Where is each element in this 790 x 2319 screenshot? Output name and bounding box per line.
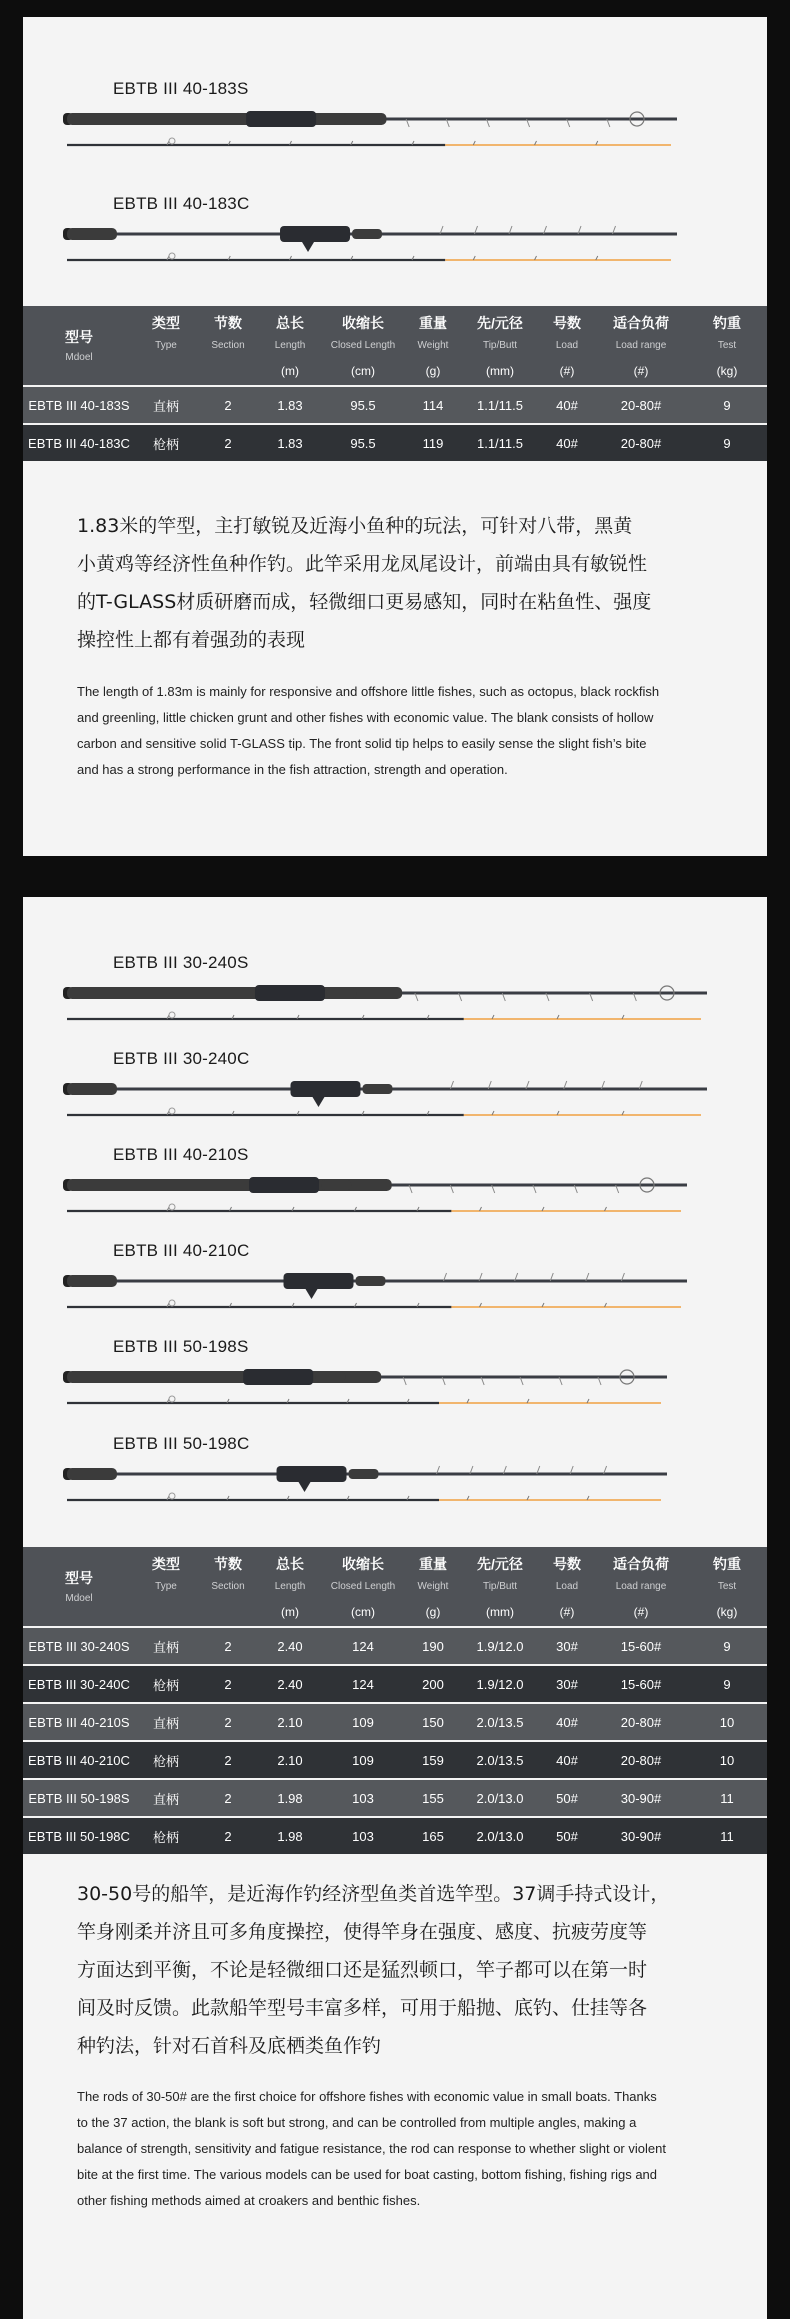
- table-cell: 200: [405, 1665, 461, 1703]
- table-cell: 9: [687, 386, 767, 424]
- column-header-zh: 号数: [553, 1556, 581, 1572]
- column-header-en: Closed Length: [330, 1581, 396, 1592]
- desc-zh-line: 方面达到平衡，不论是轻微细口还是猛烈顿口，竿子都可以在第一时: [77, 1959, 648, 1981]
- product-panel-1: [23, 17, 767, 856]
- table-cell: 2.0/13.0: [461, 1817, 539, 1854]
- column-header: [135, 1547, 197, 1627]
- table-cell: 40#: [539, 424, 595, 461]
- table-cell: 103: [321, 1817, 405, 1854]
- desc-zh-line: 间及时反馈。此款船竿型号丰富多样，可用于船抛、底钓、仕挂等各: [77, 1997, 648, 2019]
- rod-item: [23, 194, 767, 284]
- column-header-en: Load range: [615, 340, 667, 351]
- column-header: [461, 306, 539, 386]
- column-header-unit: (kg): [716, 364, 738, 378]
- desc-en-line: bite at the first time. The various models can be used for boat casting, bottom fishing, fishing rigs and: [77, 2167, 658, 2182]
- column-header-en: Test: [717, 340, 737, 351]
- column-header-en: Test: [717, 1581, 737, 1592]
- table-cell: 95.5: [321, 386, 405, 424]
- table-cell: 9: [687, 1627, 767, 1665]
- column-header: [197, 1547, 259, 1627]
- table-cell: 2.10: [259, 1741, 321, 1779]
- desc-en-line: to the 37 action, the blank is soft but strong, and can be controlled from multiple angles, making a: [77, 2115, 637, 2130]
- table-cell: 11: [687, 1817, 767, 1854]
- column-header: [595, 306, 687, 386]
- rod-item: [23, 1145, 767, 1235]
- rod-illustration: [23, 977, 767, 1037]
- table-cell: 1.83: [259, 386, 321, 424]
- column-header-unit: (mm): [486, 1605, 514, 1619]
- column-header-zh: 重量: [419, 315, 447, 331]
- column-header-zh: 收缩长: [342, 315, 384, 331]
- column-header-zh: 型号: [65, 329, 93, 345]
- rod-model-label: EBTB III 50-198C: [113, 1434, 250, 1453]
- column-header: [595, 1547, 687, 1627]
- column-header-zh: 适合负荷: [613, 1556, 669, 1572]
- column-header: [135, 306, 197, 386]
- table-cell: 直柄: [135, 1779, 197, 1817]
- desc-en-line: and has a strong performance in the fish attraction, strength and operation.: [77, 762, 508, 777]
- table-cell: EBTB III 40-210C: [23, 1741, 135, 1779]
- column-header-zh: 钓重: [713, 1556, 741, 1572]
- rod-illustration: [23, 1265, 767, 1325]
- column-header-en: Tip/Butt: [482, 340, 518, 351]
- rod-item: [23, 953, 767, 1043]
- rod-model-label: EBTB III 40-183C: [113, 194, 250, 213]
- table-cell: 2.40: [259, 1627, 321, 1665]
- table-cell: 1.98: [259, 1779, 321, 1817]
- rod-illustration: [23, 218, 767, 278]
- column-header: [23, 1547, 135, 1627]
- column-header: [687, 306, 767, 386]
- table-row: [23, 1665, 767, 1703]
- table-cell: 2: [197, 386, 259, 424]
- column-header: [259, 306, 321, 386]
- column-header-en: Section: [211, 1581, 245, 1592]
- column-header-unit: (cm): [351, 1605, 375, 1619]
- column-header-unit: (g): [425, 1605, 441, 1619]
- table-cell: 10: [687, 1703, 767, 1741]
- column-header-en: Load: [555, 1581, 579, 1592]
- table-cell: 9: [687, 424, 767, 461]
- rod-illustration: [23, 1458, 767, 1518]
- column-header-unit: (#): [559, 1605, 575, 1619]
- table-cell: 190: [405, 1627, 461, 1665]
- table-cell: 50#: [539, 1779, 595, 1817]
- desc-zh-line: 操控性上都有着强劲的表现: [77, 629, 306, 651]
- spec-table-1: [23, 306, 767, 461]
- column-header-en: Weight: [417, 1581, 449, 1592]
- table-cell: 165: [405, 1817, 461, 1854]
- spec-table-2: [23, 1547, 767, 1854]
- spec-table-header: [23, 1547, 767, 1627]
- table-cell: 2.0/13.5: [461, 1741, 539, 1779]
- table-cell: 1.9/12.0: [461, 1665, 539, 1703]
- table-cell: 2: [197, 1627, 259, 1665]
- description-en-2: [77, 2084, 717, 2214]
- table-cell: 枪柄: [135, 1665, 197, 1703]
- description-zh-1: [77, 507, 717, 659]
- desc-en-line: The rods of 30-50# are the first choice for offshore fishes with economic value in small boats. Thanks: [77, 2089, 657, 2104]
- table-cell: 1.9/12.0: [461, 1627, 539, 1665]
- column-header-zh: 总长: [276, 315, 304, 331]
- column-header-unit: (kg): [716, 1605, 738, 1619]
- table-cell: 119: [405, 424, 461, 461]
- table-cell: 2.40: [259, 1665, 321, 1703]
- column-header-zh: 重量: [419, 1556, 447, 1572]
- table-cell: 50#: [539, 1817, 595, 1854]
- desc-zh-line: 1.83米的竿型，主打敏锐及近海小鱼种的玩法，可针对八带，黑黄: [77, 515, 633, 537]
- rod-item: [23, 1049, 767, 1139]
- table-cell: 11: [687, 1779, 767, 1817]
- column-header: [405, 1547, 461, 1627]
- table-cell: 40#: [539, 1703, 595, 1741]
- rod-model-label: EBTB III 30-240C: [113, 1049, 250, 1068]
- rod-item: [23, 1241, 767, 1331]
- table-row: [23, 1817, 767, 1854]
- rod-illustration: [23, 1361, 767, 1421]
- table-cell: 30-90#: [595, 1817, 687, 1854]
- column-header-zh: 先/元径: [477, 315, 523, 331]
- column-header-en: Type: [155, 340, 177, 351]
- table-cell: 124: [321, 1627, 405, 1665]
- desc-zh-line: 竿身刚柔并济且可多角度操控，使得竿身在强度、感度、抗疲劳度等: [77, 1921, 648, 1943]
- rod-model-label: EBTB III 30-240S: [113, 953, 249, 972]
- desc-zh-line: 30-50号的船竿，是近海作钓经济型鱼类首选竿型。37调手持式设计，: [77, 1883, 670, 1905]
- table-cell: 20-80#: [595, 424, 687, 461]
- column-header: [461, 1547, 539, 1627]
- column-header-zh: 类型: [152, 1556, 180, 1572]
- column-header: [539, 1547, 595, 1627]
- desc-en-line: carbon and sensitive solid T-GLASS tip. The front solid tip helps to easily sense the slight fish’s bite: [77, 736, 647, 751]
- table-cell: 10: [687, 1741, 767, 1779]
- rod-item: [23, 1337, 767, 1427]
- table-row: [23, 424, 767, 461]
- column-header-zh: 类型: [152, 315, 180, 331]
- column-header-zh: 收缩长: [342, 1556, 384, 1572]
- column-header-unit: (#): [559, 364, 575, 378]
- table-cell: EBTB III 40-210S: [23, 1703, 135, 1741]
- table-cell: 95.5: [321, 424, 405, 461]
- desc-zh-line: 的T-GLASS材质研磨而成，轻微细口更易感知，同时在粘鱼性、强度: [77, 591, 652, 613]
- column-header: [687, 1547, 767, 1627]
- desc-en-line: other fishing methods aimed at croakers and benthic fishes.: [77, 2193, 421, 2208]
- table-cell: 109: [321, 1703, 405, 1741]
- table-row: [23, 1779, 767, 1817]
- table-cell: EBTB III 30-240C: [23, 1665, 135, 1703]
- table-cell: 2: [197, 1703, 259, 1741]
- table-cell: 124: [321, 1665, 405, 1703]
- table-cell: 109: [321, 1741, 405, 1779]
- column-header-zh: 适合负荷: [613, 315, 669, 331]
- column-header-zh: 总长: [276, 1556, 304, 1572]
- column-header-unit: (g): [425, 364, 441, 378]
- column-header-zh: 节数: [214, 1556, 242, 1572]
- column-header-zh: 节数: [214, 315, 242, 331]
- table-cell: 直柄: [135, 1703, 197, 1741]
- rod-illustration: [23, 1169, 767, 1229]
- column-header-zh: 型号: [65, 1570, 93, 1586]
- column-header-en: Length: [274, 1581, 306, 1592]
- column-header: [321, 306, 405, 386]
- table-cell: 9: [687, 1665, 767, 1703]
- column-header-unit: (#): [633, 1605, 649, 1619]
- table-cell: 2.10: [259, 1703, 321, 1741]
- spec-table-header: [23, 306, 767, 386]
- table-cell: 20-80#: [595, 1741, 687, 1779]
- column-header-zh: 钓重: [713, 315, 741, 331]
- column-header-zh: 号数: [553, 315, 581, 331]
- desc-en-line: and greenling, little chicken grunt and other fishes with economic value. The blank consists of hollow: [77, 710, 654, 725]
- table-cell: 1.98: [259, 1817, 321, 1854]
- table-cell: 1.1/11.5: [461, 386, 539, 424]
- column-header: [197, 306, 259, 386]
- table-cell: 枪柄: [135, 424, 197, 461]
- rod-item: [23, 79, 767, 169]
- desc-zh-line: 小黄鸡等经济性鱼种作钓。此竿采用龙凤尾设计，前端由具有敏锐性: [77, 553, 648, 575]
- column-header-unit: (m): [281, 1605, 299, 1619]
- column-header: [259, 1547, 321, 1627]
- table-cell: 1.1/11.5: [461, 424, 539, 461]
- table-cell: 1.83: [259, 424, 321, 461]
- rod-illustration: [23, 1073, 767, 1133]
- column-header: [321, 1547, 405, 1627]
- table-cell: EBTB III 50-198S: [23, 1779, 135, 1817]
- column-header: [539, 306, 595, 386]
- table-cell: EBTB III 30-240S: [23, 1627, 135, 1665]
- table-row: [23, 1703, 767, 1741]
- table-row: [23, 386, 767, 424]
- column-header-unit: (#): [633, 364, 649, 378]
- column-header-en: Section: [211, 340, 245, 351]
- column-header-unit: (cm): [351, 364, 375, 378]
- desc-en-line: balance of strength, sensitivity and fatigue resistance, the rod can response to whether slight or violent: [77, 2141, 666, 2156]
- table-cell: 直柄: [135, 386, 197, 424]
- rod-model-label: EBTB III 40-210C: [113, 1241, 250, 1260]
- column-header-zh: 先/元径: [477, 1556, 523, 1572]
- product-panel-2: [23, 897, 767, 2319]
- column-header-unit: (m): [281, 364, 299, 378]
- column-header-en: Type: [155, 1581, 177, 1592]
- table-cell: 40#: [539, 1741, 595, 1779]
- table-cell: 2: [197, 1665, 259, 1703]
- rod-illustration: [23, 103, 767, 163]
- column-header-en: Mdoel: [65, 352, 93, 363]
- table-cell: 20-80#: [595, 386, 687, 424]
- table-cell: 40#: [539, 386, 595, 424]
- table-cell: 2.0/13.0: [461, 1779, 539, 1817]
- table-cell: 15-60#: [595, 1627, 687, 1665]
- column-header-unit: (mm): [486, 364, 514, 378]
- table-cell: 2.0/13.5: [461, 1703, 539, 1741]
- desc-en-line: The length of 1.83m is mainly for responsive and offshore little fishes, such as octopus, black rockfish: [77, 684, 660, 699]
- description-en-1: [77, 679, 717, 783]
- column-header-en: Load: [555, 340, 579, 351]
- desc-zh-line: 种钓法，针对石首科及底栖类鱼作钓: [77, 2035, 382, 2057]
- rod-model-label: EBTB III 40-210S: [113, 1145, 249, 1164]
- rod-model-label: EBTB III 50-198S: [113, 1337, 249, 1356]
- description-zh-2: [77, 1875, 717, 2065]
- table-cell: 2: [197, 1779, 259, 1817]
- column-header-en: Closed Length: [330, 340, 396, 351]
- table-cell: 30-90#: [595, 1779, 687, 1817]
- table-cell: 15-60#: [595, 1665, 687, 1703]
- table-cell: 114: [405, 386, 461, 424]
- rod-item: [23, 1434, 767, 1524]
- table-cell: EBTB III 40-183C: [23, 424, 135, 461]
- column-header-en: Weight: [417, 340, 449, 351]
- table-cell: 150: [405, 1703, 461, 1741]
- column-header: [405, 306, 461, 386]
- table-cell: EBTB III 50-198C: [23, 1817, 135, 1854]
- table-cell: 30#: [539, 1665, 595, 1703]
- table-cell: 103: [321, 1779, 405, 1817]
- column-header: [23, 306, 135, 386]
- table-cell: 2: [197, 424, 259, 461]
- table-cell: 2: [197, 1817, 259, 1854]
- table-cell: 155: [405, 1779, 461, 1817]
- table-cell: EBTB III 40-183S: [23, 386, 135, 424]
- table-cell: 枪柄: [135, 1817, 197, 1854]
- table-cell: 30#: [539, 1627, 595, 1665]
- table-cell: 20-80#: [595, 1703, 687, 1741]
- table-cell: 枪柄: [135, 1741, 197, 1779]
- table-cell: 159: [405, 1741, 461, 1779]
- column-header-en: Load range: [615, 1581, 667, 1592]
- table-row: [23, 1627, 767, 1665]
- table-cell: 直柄: [135, 1627, 197, 1665]
- rod-model-label: EBTB III 40-183S: [113, 79, 249, 98]
- column-header-en: Length: [274, 340, 306, 351]
- column-header-en: Mdoel: [65, 1593, 93, 1604]
- table-cell: 2: [197, 1741, 259, 1779]
- table-row: [23, 1741, 767, 1779]
- column-header-en: Tip/Butt: [482, 1581, 518, 1592]
